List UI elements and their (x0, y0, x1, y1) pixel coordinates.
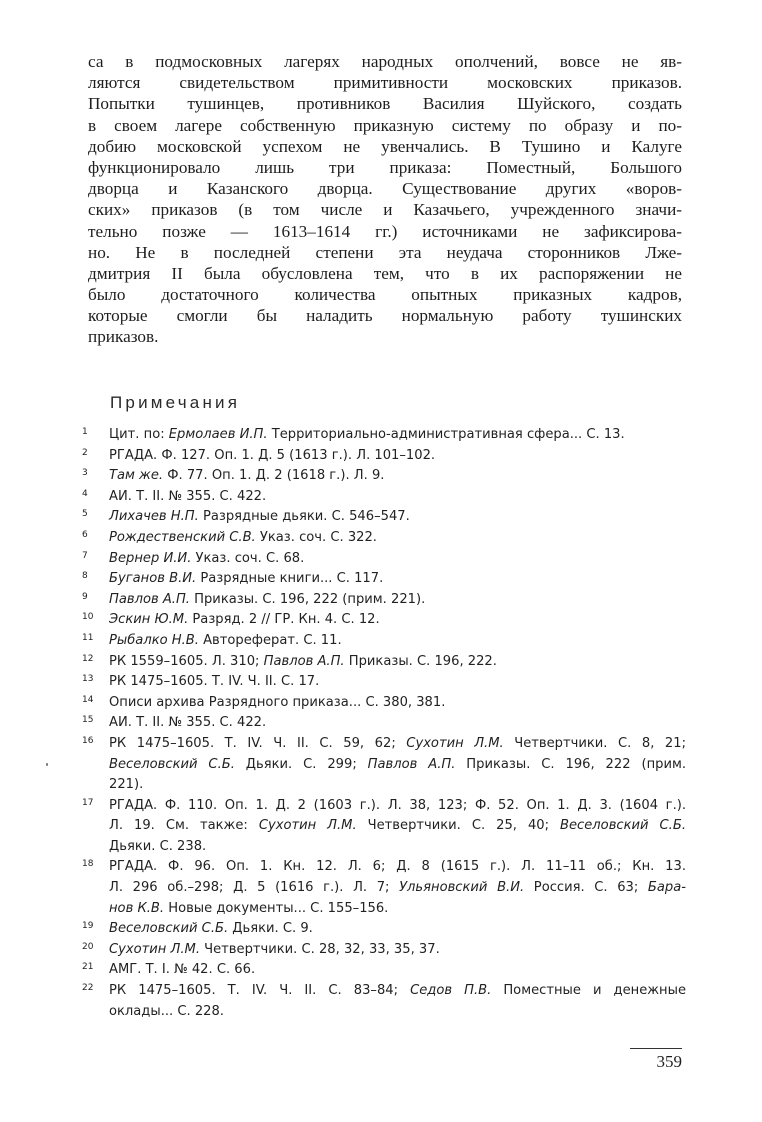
body-line: са в подмосковных лагерях народных ополчений, вовсе не яв- (88, 52, 682, 71)
note-segment: Россия. С. 63; (524, 880, 648, 896)
note-number: 12 (82, 653, 94, 664)
note-item (82, 693, 686, 714)
note-segment: РК 1475–1605. Т. IV. Ч. II. С. 17. (109, 674, 320, 690)
note-segment: Разрядные дьяки. С. 546–547. (198, 509, 410, 525)
note-line (109, 610, 686, 631)
note-line (109, 466, 686, 487)
note-item (82, 857, 686, 919)
note-segment: оклады... С. 228. (109, 1003, 224, 1019)
note-number: 3 (82, 468, 88, 479)
note-segment: Л. 296 об.–298; Д. 5 (1616 г.). Л. 7; (109, 880, 400, 896)
note-number: 9 (82, 591, 88, 602)
note-segment: Разряд. 2 // ГР. Кн. 4. С. 12. (188, 612, 380, 628)
note-item (82, 528, 686, 549)
note-line (109, 755, 686, 776)
note-line (109, 672, 686, 693)
note-author: нов К.В. (109, 900, 165, 916)
note-segment: Ф. 77. Оп. 1. Д. 2 (1618 г.). Л. 9. (163, 468, 385, 484)
note-line (109, 446, 686, 467)
note-number: 16 (82, 735, 94, 746)
note-segment: РК 1475–1605. Т. IV. Ч. II. С. 59, 62; (109, 735, 407, 751)
note-segment: РК 1559–1605. Л. 310; (109, 653, 264, 669)
note-item (82, 652, 686, 673)
note-segment: РК 1475–1605. Т. IV. Ч. II. С. 83–84; (109, 983, 411, 999)
note-line (109, 857, 686, 878)
note-line (109, 837, 686, 858)
note-text (109, 734, 686, 796)
note-author: Лихачев Н.П. (109, 509, 199, 525)
note-line (109, 919, 686, 940)
note-item (82, 919, 686, 940)
note-author: Ульяновский В.И. (399, 880, 525, 896)
note-line (109, 878, 686, 899)
note-author: Веселовский С.Б. (109, 921, 229, 937)
body-line: приказов. (88, 327, 159, 347)
note-segment: Дьяки. С. 9. (228, 921, 313, 937)
note-author: Седов П.В. (410, 983, 492, 999)
note-author: Там же. (109, 468, 164, 484)
note-text (109, 466, 686, 487)
note-line (109, 487, 686, 508)
note-segment: Приказы. С. 196, 222 (прим. (455, 756, 686, 772)
note-text (109, 425, 686, 446)
note-text (109, 610, 686, 631)
body-line: ляются свидетельством примитивности московских приказов. (88, 73, 682, 93)
note-item (82, 960, 686, 981)
note-segment: РГАДА. Ф. 127. Оп. 1. Д. 5 (1613 г.). Л. 101–102. (109, 447, 436, 463)
note-author: Ермолаев И.П. (168, 427, 268, 442)
note-text (109, 960, 686, 981)
note-text (109, 713, 686, 734)
note-line (109, 549, 686, 570)
note-number: 8 (82, 571, 88, 582)
note-line (109, 507, 686, 528)
note-item (82, 590, 686, 611)
note-item (82, 425, 686, 446)
note-segment: Л. 19. См. также: (109, 818, 259, 834)
note-author: Рождественский С.В. (109, 529, 256, 545)
note-text (109, 981, 686, 1022)
body-line: тельно позже — 1613–1614 гг.) источниками не зафиксирова- (88, 221, 682, 241)
note-item (82, 507, 686, 528)
note-line (109, 693, 686, 714)
note-item (82, 466, 686, 487)
body-line: но. Не в последней степени эта неудача сторонников Лже- (88, 242, 682, 262)
note-segment: АИ. Т. II. № 355. С. 422. (109, 715, 267, 731)
note-segment: Дьяки. С. 299; (234, 756, 368, 772)
note-segment: Указ. соч. С. 68. (191, 550, 305, 566)
body-line: Попытки тушинцев, противников Василия Шуйского, создать (88, 94, 682, 114)
note-line (109, 590, 686, 611)
note-segment: Указ. соч. С. 322. (255, 529, 377, 545)
note-number: 22 (82, 983, 94, 994)
note-text (109, 652, 686, 673)
note-text (109, 857, 686, 919)
note-text (109, 528, 686, 549)
body-line: которые смогли бы наладить нормальную работу тушинских (88, 306, 682, 326)
note-item (82, 981, 686, 1022)
body-line: дворца и Казанского дворца. Существование других «воров- (88, 179, 682, 199)
note-number: 2 (82, 447, 88, 458)
note-item (82, 796, 686, 858)
note-item (82, 446, 686, 467)
note-author: Вернер И.И. (109, 550, 192, 566)
note-segment: Дьяки. С. 238. (109, 838, 207, 854)
note-text (109, 796, 686, 858)
note-segment: Новые документы... С. 155–156. (164, 900, 389, 916)
note-segment: Четвертчики. С. 25, 40; (356, 818, 561, 834)
note-item (82, 940, 686, 961)
note-text (109, 569, 686, 590)
notes-heading: Примечания (110, 393, 241, 412)
note-item (82, 487, 686, 508)
note-author: Павлов А.П. (263, 653, 345, 669)
note-segment: Разрядные книги... С. 117. (196, 571, 384, 587)
note-number: 18 (82, 859, 94, 870)
note-segment: Автореферат. С. 11. (198, 632, 342, 648)
note-segment: РГАДА. Ф. 110. Оп. 1. Д. 2 (1603 г.). Л. 38, 123; Ф. 52. Оп. 1. Д. 3. (1604 г.). (109, 797, 686, 813)
note-segment: Поместные и денежные (491, 983, 687, 999)
note-line (109, 631, 686, 652)
note-line (109, 899, 686, 920)
note-segment: 221). (109, 777, 144, 793)
note-number: 15 (82, 715, 94, 726)
note-line (109, 528, 686, 549)
note-author: Эскин Ю.М. (109, 612, 189, 628)
note-number: 7 (82, 550, 88, 561)
note-line (109, 425, 686, 446)
note-text (109, 631, 686, 652)
note-author: Павлов А.П. (109, 591, 190, 607)
note-line (109, 960, 686, 981)
note-line (109, 816, 686, 837)
note-text (109, 590, 686, 611)
note-line (109, 652, 686, 673)
note-number: 10 (82, 612, 94, 623)
page-number: 359 (630, 1048, 682, 1072)
note-number: 11 (82, 632, 94, 643)
note-author: Веселовский С.Б. (109, 756, 235, 772)
note-author: Павлов А.П. (367, 756, 456, 772)
note-item (82, 672, 686, 693)
note-segment: Четвертчики. С. 28, 32, 33, 35, 37. (199, 941, 440, 957)
body-paragraph (88, 51, 682, 348)
note-segment: Описи архива Разрядного приказа... С. 380, 381. (109, 694, 446, 710)
note-number: 1 (82, 427, 88, 437)
note-item (82, 610, 686, 631)
notes-list (82, 425, 686, 1022)
note-item (82, 631, 686, 652)
note-line (109, 940, 686, 961)
body-line: функционировало лишь три приказа: Поместный, Большого (88, 157, 682, 177)
note-text (109, 672, 686, 693)
note-author: Веселовский С.Б. (560, 818, 686, 834)
note-item (82, 569, 686, 590)
note-item (82, 734, 686, 796)
note-number: 6 (82, 529, 88, 540)
note-line (109, 569, 686, 590)
note-text (109, 507, 686, 528)
body-line: ских» приказов (в том числе и Казачьего, учрежденного значи- (88, 200, 682, 220)
note-number: 17 (82, 797, 94, 808)
note-text (109, 693, 686, 714)
note-text (109, 919, 686, 940)
note-author: Буганов В.И. (109, 571, 197, 587)
note-author: Бара- (647, 880, 686, 896)
note-line (109, 796, 686, 817)
note-line (109, 981, 686, 1002)
note-segment: АИ. Т. II. № 355. С. 422. (109, 488, 267, 504)
note-line (109, 734, 686, 755)
note-number: 4 (82, 488, 88, 499)
body-line: было достаточного количества опытных приказных кадров, (88, 285, 682, 305)
note-text (109, 940, 686, 961)
note-segment: РГАДА. Ф. 96. Оп. 1. Кн. 12. Л. 6; Д. 8 (1615 г.). Л. 11–11 об.; Кн. 13. (109, 859, 686, 875)
note-line (109, 1002, 686, 1023)
note-number: 13 (82, 674, 94, 685)
note-item (82, 713, 686, 734)
scan-speck (46, 763, 48, 766)
body-line: в своем лагере собственную приказную систему по образу и по- (88, 115, 682, 135)
note-line (109, 775, 686, 796)
note-author: Сухотин Л.М. (109, 941, 200, 957)
note-segment: Приказы. С. 196, 222 (прим. 221). (189, 591, 426, 607)
body-line: дмитрия II была обусловлена тем, что в их распоряжении не (88, 263, 682, 283)
note-number: 19 (82, 921, 94, 932)
note-segment: Приказы. С. 196, 222. (344, 653, 497, 669)
note-number: 20 (82, 941, 94, 952)
note-segment: Четвертчики. С. 8, 21; (503, 735, 687, 751)
note-number: 5 (82, 509, 88, 520)
note-line (109, 713, 686, 734)
note-segment: АМГ. Т. I. № 42. С. 66. (109, 962, 256, 978)
note-number: 21 (82, 962, 94, 973)
body-line: добию московской успехом не увенчались. В Тушино и Калуге (88, 136, 682, 156)
note-author: Рыбалко Н.В. (109, 632, 199, 648)
note-text (109, 446, 686, 467)
note-segment: Территориально-административная сфера... С. 13. (267, 427, 625, 442)
note-item (82, 549, 686, 570)
note-text (109, 487, 686, 508)
note-number: 14 (82, 694, 94, 705)
note-text (109, 549, 686, 570)
note-author: Сухотин Л.М. (406, 735, 504, 751)
note-author: Сухотин Л.М. (258, 818, 357, 834)
note-segment: Цит. по: (109, 427, 169, 442)
